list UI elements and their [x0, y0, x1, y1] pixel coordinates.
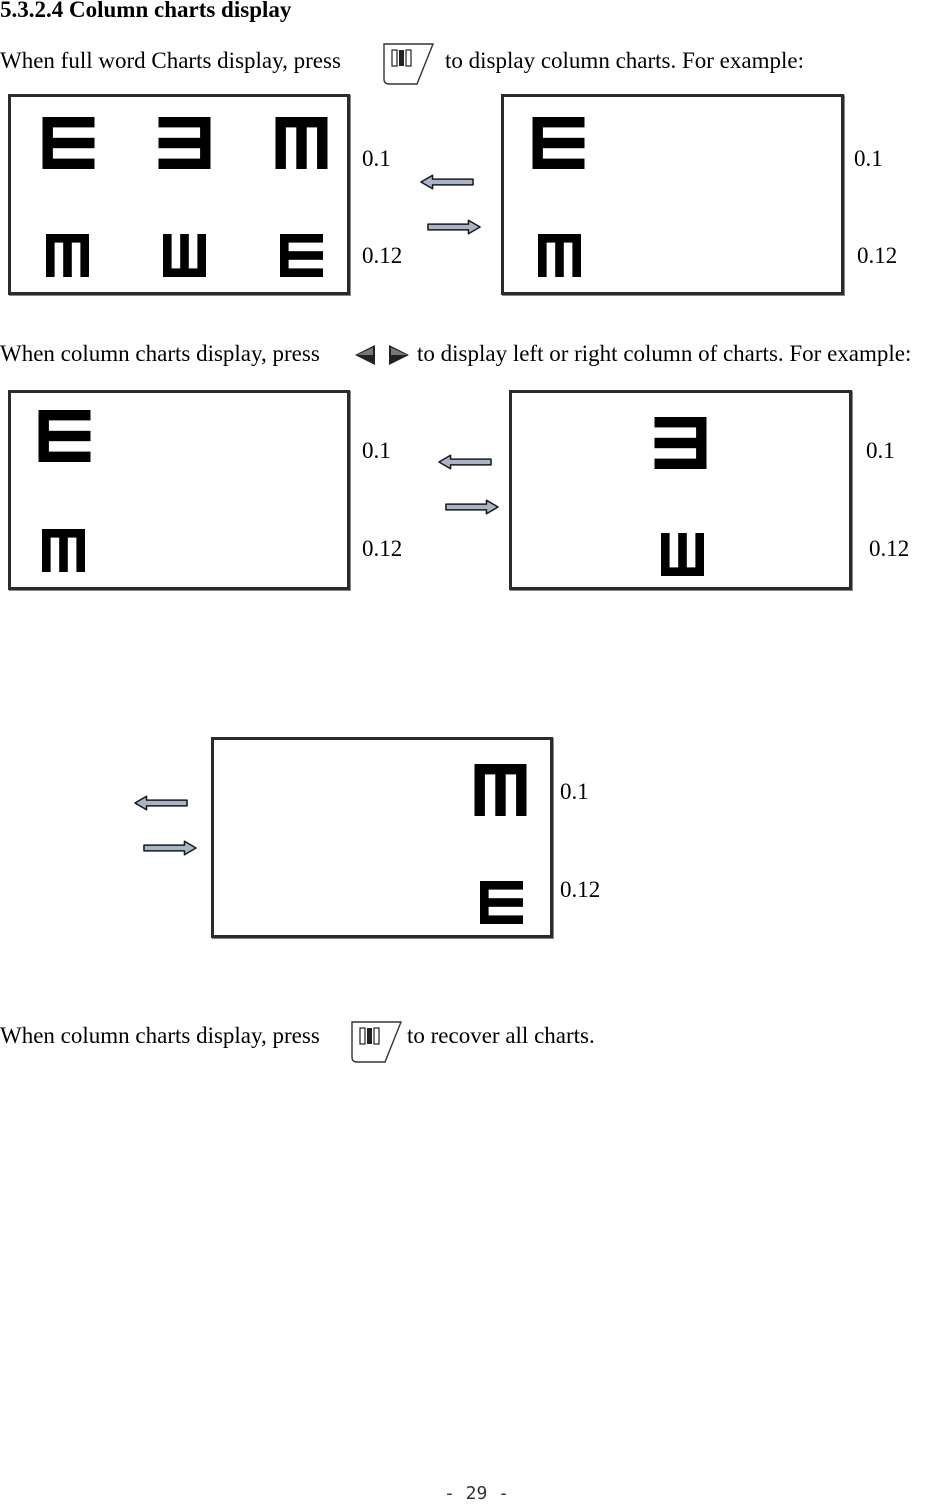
acuity-label: 0.1: [362, 146, 391, 171]
para3-text-before: When column charts display, press: [0, 1023, 320, 1048]
tumbling-e-icon: [660, 533, 705, 576]
acuity-label: 0.1: [854, 146, 883, 171]
tumbling-e-icon: [531, 117, 586, 169]
acuity-label: 0.1: [362, 438, 391, 463]
tumbling-e-icon: [157, 117, 212, 169]
column-charts-button-icon: [381, 40, 435, 86]
left-arrow-icon: [438, 454, 492, 470]
middle-column-chart: [509, 390, 852, 590]
tumbling-e-icon: [537, 234, 582, 277]
tumbling-e-icon: [41, 529, 86, 572]
para1-text-after: to display column charts. For example:: [445, 48, 804, 73]
full-chart-display: [8, 94, 350, 295]
section-heading: 5.3.2.4 Column charts display: [0, 0, 292, 22]
acuity-label: 0.1: [866, 438, 895, 463]
tumbling-e-icon: [479, 881, 524, 924]
tumbling-e-icon: [274, 117, 329, 169]
tumbling-e-icon: [45, 234, 90, 277]
para3-text-after: to recover all charts.: [407, 1023, 595, 1048]
right-arrow-icon: [143, 840, 197, 856]
acuity-label: 0.12: [362, 536, 403, 561]
left-triangle-icon: [353, 343, 379, 367]
para2-text-before: When column charts display, press: [0, 341, 320, 366]
acuity-label: 0.12: [362, 243, 403, 268]
column-chart-display: [501, 94, 844, 295]
column-charts-button-icon: [349, 1018, 403, 1064]
acuity-label: 0.12: [857, 243, 898, 268]
para2-text-after: to display left or right column of charts. For example:: [417, 341, 912, 366]
left-arrow-icon: [420, 174, 474, 190]
acuity-label: 0.1: [560, 779, 589, 804]
acuity-label: 0.12: [869, 536, 910, 561]
para1-text-before: When full word Charts display, press: [0, 48, 341, 73]
tumbling-e-icon: [37, 410, 92, 462]
left-column-chart: [8, 390, 350, 590]
tumbling-e-icon: [162, 234, 207, 277]
right-triangle-icon: [385, 343, 411, 367]
right-arrow-icon: [445, 499, 499, 515]
acuity-label: 0.12: [560, 877, 601, 902]
tumbling-e-icon: [279, 234, 324, 277]
page-number: - 29 -: [444, 1483, 510, 1504]
right-arrow-icon: [427, 219, 481, 235]
right-column-chart: [211, 737, 553, 938]
tumbling-e-icon: [473, 764, 528, 816]
tumbling-e-icon: [41, 117, 96, 169]
tumbling-e-icon: [653, 417, 708, 469]
left-arrow-icon: [134, 795, 188, 811]
